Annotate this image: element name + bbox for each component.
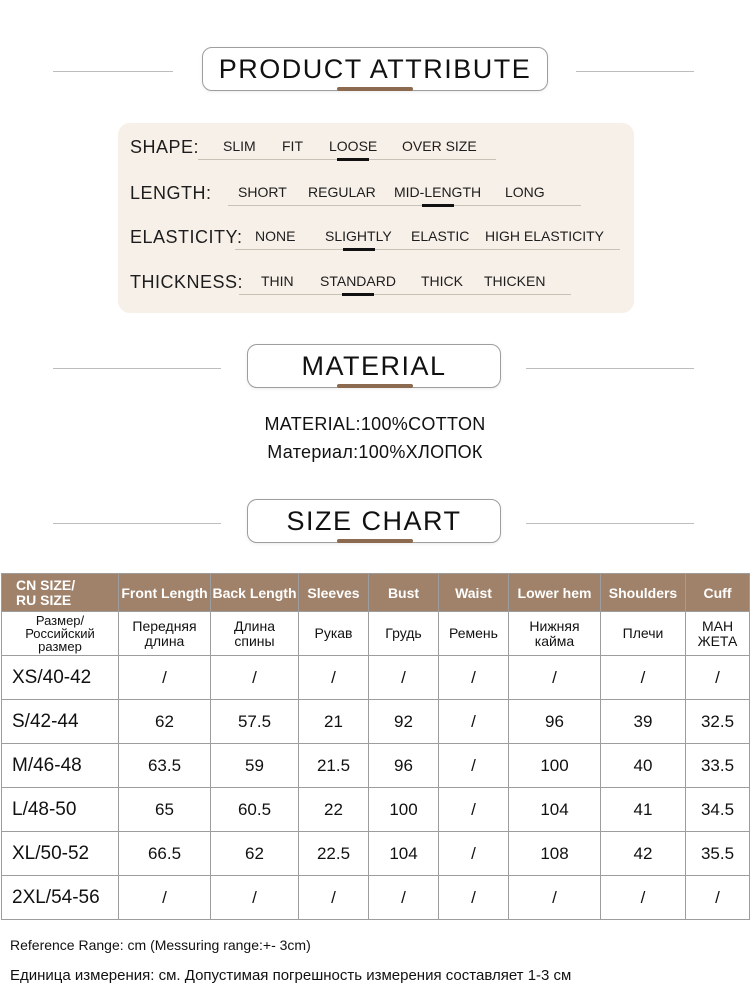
measurement-cell: 21 bbox=[299, 700, 369, 744]
column-header-ru: Плечи bbox=[601, 612, 686, 656]
measurement-cell: 92 bbox=[369, 700, 439, 744]
column-header: Shoulders bbox=[601, 574, 686, 612]
measurement-cell: 104 bbox=[509, 788, 601, 832]
column-header: Cuff bbox=[686, 574, 750, 612]
measurement-cell: / bbox=[211, 876, 299, 920]
attribute-option: THICK bbox=[421, 273, 463, 289]
attribute-row bbox=[118, 137, 634, 167]
table-row bbox=[2, 832, 750, 876]
attribute-underline bbox=[239, 294, 571, 295]
attribute-option: STANDARD bbox=[320, 273, 396, 289]
selected-marker bbox=[422, 204, 454, 207]
measurement-cell: 62 bbox=[211, 832, 299, 876]
selected-marker bbox=[337, 158, 369, 161]
column-header: CN SIZE/ RU SIZE bbox=[2, 574, 119, 612]
measurement-cell: / bbox=[509, 876, 601, 920]
column-header-ru: Грудь bbox=[369, 612, 439, 656]
section-title: SIZE CHART bbox=[247, 499, 501, 543]
measurement-cell: 34.5 bbox=[686, 788, 750, 832]
column-header-ru: Размер/ Российский размер bbox=[2, 612, 119, 656]
accent-bar bbox=[337, 384, 413, 388]
column-header: Back Length bbox=[211, 574, 299, 612]
material-en: MATERIAL:100%COTTON bbox=[264, 414, 486, 434]
size-label-cell: M/46-48 bbox=[2, 744, 119, 788]
measurement-cell: 22 bbox=[299, 788, 369, 832]
measurement-cell: / bbox=[601, 656, 686, 700]
attribute-row bbox=[118, 183, 634, 213]
column-header: Front Length bbox=[119, 574, 211, 612]
measurement-cell: / bbox=[686, 656, 750, 700]
column-header: Lower hem bbox=[509, 574, 601, 612]
attribute-option: OVER SIZE bbox=[402, 138, 477, 154]
size-label-cell: XS/40-42 bbox=[2, 656, 119, 700]
attribute-option: THICKEN bbox=[484, 273, 546, 289]
measurement-cell: 108 bbox=[509, 832, 601, 876]
measurement-cell: 42 bbox=[601, 832, 686, 876]
measurement-cell: / bbox=[299, 876, 369, 920]
measurement-cell: / bbox=[439, 700, 509, 744]
attribute-underline bbox=[228, 205, 581, 206]
measurement-cell: / bbox=[686, 876, 750, 920]
accent-bar bbox=[337, 539, 413, 543]
divider-right bbox=[526, 368, 694, 369]
measurement-cell: 35.5 bbox=[686, 832, 750, 876]
table-row bbox=[2, 700, 750, 744]
column-header-ru: Нижняя кайма bbox=[509, 612, 601, 656]
measurement-cell: 63.5 bbox=[119, 744, 211, 788]
measurement-cell: / bbox=[439, 788, 509, 832]
size-chart-table bbox=[1, 573, 750, 920]
measurement-cell: 39 bbox=[601, 700, 686, 744]
measurement-cell: 22.5 bbox=[299, 832, 369, 876]
attribute-option: LONG bbox=[505, 184, 545, 200]
selected-marker bbox=[343, 248, 375, 251]
attribute-option: FIT bbox=[282, 138, 303, 154]
column-header-ru: Ремень bbox=[439, 612, 509, 656]
attribute-option: NONE bbox=[255, 228, 296, 244]
measurement-cell: / bbox=[439, 744, 509, 788]
table-row bbox=[2, 656, 750, 700]
attribute-underline bbox=[235, 249, 620, 250]
column-header: Waist bbox=[439, 574, 509, 612]
measurement-cell: 104 bbox=[369, 832, 439, 876]
measurement-cell: / bbox=[439, 832, 509, 876]
table-header-row-ru bbox=[2, 612, 750, 656]
divider-left bbox=[53, 523, 221, 524]
measurement-cell: / bbox=[369, 876, 439, 920]
size-chart-header bbox=[0, 499, 750, 549]
measurement-cell: 96 bbox=[509, 700, 601, 744]
attribute-option: SLIM bbox=[223, 138, 256, 154]
column-header: Sleeves bbox=[299, 574, 369, 612]
measurement-cell: 66.5 bbox=[119, 832, 211, 876]
measurement-cell: / bbox=[509, 656, 601, 700]
measurement-cell: 33.5 bbox=[686, 744, 750, 788]
attribute-option: ELASTIC bbox=[411, 228, 470, 244]
measurement-cell: 32.5 bbox=[686, 700, 750, 744]
attribute-option: HIGH ELASTICITY bbox=[485, 228, 605, 244]
measurement-cell: / bbox=[439, 876, 509, 920]
size-label-cell: L/48-50 bbox=[2, 788, 119, 832]
column-header-ru: Передняя длина bbox=[119, 612, 211, 656]
divider-right bbox=[526, 523, 694, 524]
measurement-cell: 21.5 bbox=[299, 744, 369, 788]
table-row bbox=[2, 744, 750, 788]
reference-range-ru: Единица измерения: см. Допустимая погрешность измерения составляет 1-3 см bbox=[10, 967, 572, 984]
attribute-option: SHORT bbox=[238, 184, 287, 200]
measurement-cell: / bbox=[601, 876, 686, 920]
attribute-label: SHAPE: bbox=[130, 137, 200, 157]
material-ru: Материал:100%ХЛОПОК bbox=[267, 442, 483, 462]
measurement-cell: / bbox=[439, 656, 509, 700]
size-label-cell: S/42-44 bbox=[2, 700, 119, 744]
attribute-label: THICKNESS: bbox=[130, 272, 244, 292]
attribute-row bbox=[118, 272, 634, 302]
table-row bbox=[2, 788, 750, 832]
table-header-row bbox=[2, 574, 750, 612]
product-attribute-header bbox=[0, 47, 750, 97]
product-attribute-panel bbox=[118, 123, 634, 313]
attribute-label: LENGTH: bbox=[130, 183, 212, 203]
attribute-label: ELASTICITY: bbox=[130, 227, 243, 247]
attribute-option: REGULAR bbox=[308, 184, 376, 200]
column-header-ru: Рукав bbox=[299, 612, 369, 656]
measurement-cell: / bbox=[119, 656, 211, 700]
section-title: PRODUCT ATTRIBUTE bbox=[202, 47, 548, 91]
size-label-cell: XL/50-52 bbox=[2, 832, 119, 876]
measurement-cell: 100 bbox=[509, 744, 601, 788]
measurement-cell: 100 bbox=[369, 788, 439, 832]
measurement-cell: / bbox=[211, 656, 299, 700]
size-label-cell: 2XL/54-56 bbox=[2, 876, 119, 920]
divider-left bbox=[53, 368, 221, 369]
measurement-cell: 60.5 bbox=[211, 788, 299, 832]
attribute-row bbox=[118, 227, 634, 257]
table-row bbox=[2, 876, 750, 920]
column-header-ru: МАН ЖЕТА bbox=[686, 612, 750, 656]
measurement-cell: / bbox=[299, 656, 369, 700]
measurement-cell: 62 bbox=[119, 700, 211, 744]
measurement-cell: / bbox=[369, 656, 439, 700]
attribute-option: LOOSE bbox=[329, 138, 378, 154]
measurement-cell: 96 bbox=[369, 744, 439, 788]
measurement-cell: / bbox=[119, 876, 211, 920]
column-header-ru: Длина спины bbox=[211, 612, 299, 656]
measurement-cell: 59 bbox=[211, 744, 299, 788]
section-title: MATERIAL bbox=[247, 344, 501, 388]
measurement-cell: 40 bbox=[601, 744, 686, 788]
column-header: Bust bbox=[369, 574, 439, 612]
measurement-cell: 41 bbox=[601, 788, 686, 832]
measurement-cell: 65 bbox=[119, 788, 211, 832]
reference-range-en: Reference Range: cm (Messuring range:+- 3cm) bbox=[10, 937, 311, 953]
material-header bbox=[0, 344, 750, 394]
attribute-option: MID-LENGTH bbox=[394, 184, 482, 200]
divider-left bbox=[53, 71, 173, 72]
selected-marker bbox=[342, 293, 374, 296]
divider-right bbox=[576, 71, 694, 72]
attribute-option: SLIGHTLY bbox=[325, 228, 392, 244]
measurement-cell: 57.5 bbox=[211, 700, 299, 744]
accent-bar bbox=[337, 87, 413, 91]
attribute-option: THIN bbox=[261, 273, 294, 289]
